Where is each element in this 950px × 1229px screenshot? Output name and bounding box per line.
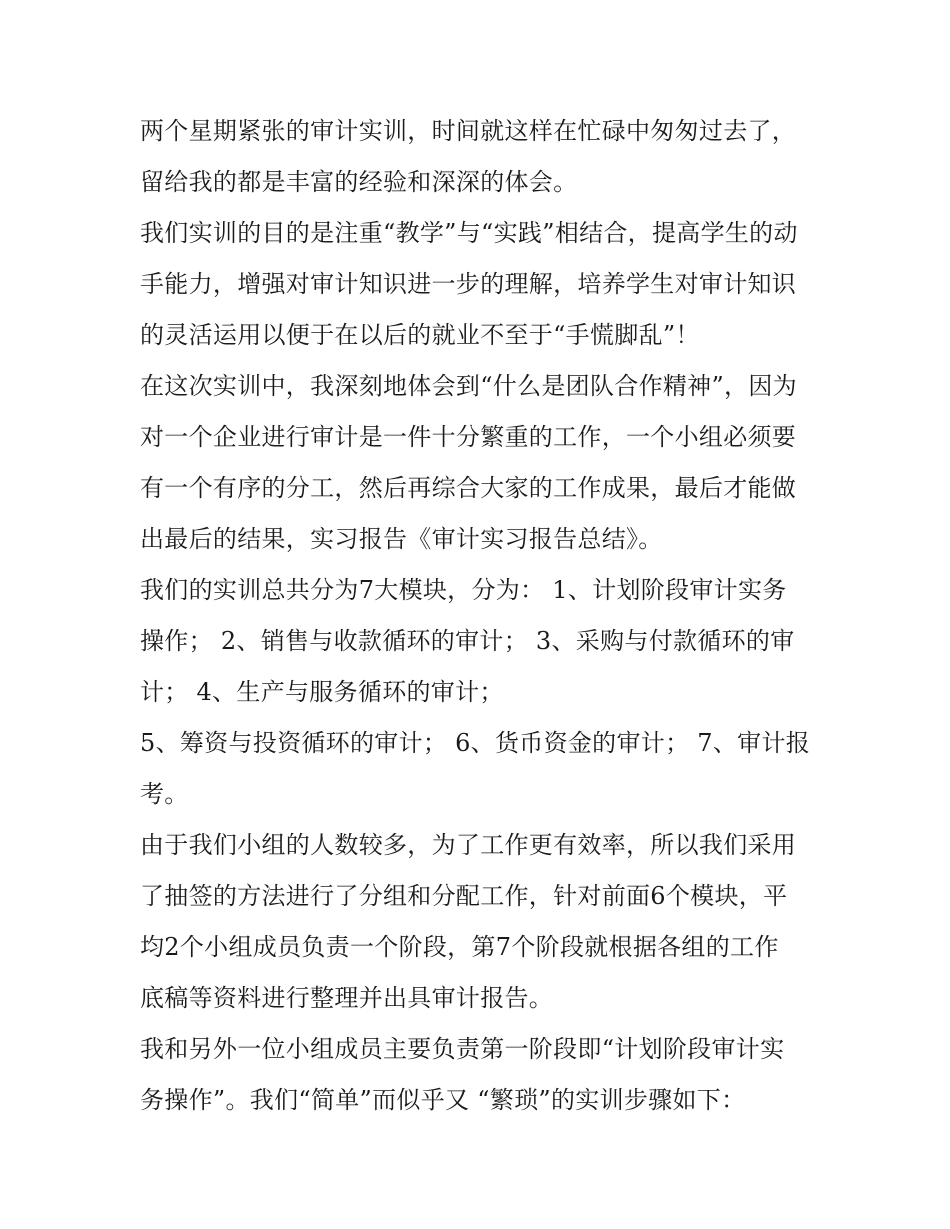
text-line: 底稿等资料进行整理并出具审计报告。 bbox=[140, 984, 554, 1012]
text-line: 的灵活运用以便于在以后的就业不至于“手慌脚乱”！ bbox=[140, 321, 700, 349]
text-line: 手能力，增强对审计知识进一步的理解，培养学生对审计知识 bbox=[140, 270, 797, 298]
text-line: 我和另外一位小组成员主要负责第一阶段即“计划阶段审计实 bbox=[140, 1035, 785, 1063]
text-line: 在这次实训中，我深刻地体会到“什么是团队合作精神”，因为 bbox=[140, 372, 797, 400]
text-line: 我们的实训总共分为7大模块，分为： 1、计划阶段审计实务 bbox=[140, 576, 787, 604]
text-line: 我们实训的目的是注重“教学”与“实践”相结合，提高学生的动 bbox=[140, 219, 798, 247]
document-body bbox=[140, 106, 820, 1126]
text-line: 两个星期紧张的审计实训，时间就这样在忙碌中匆匆过去了， bbox=[140, 117, 797, 145]
text-line: 对一个企业进行审计是一件十分繁重的工作，一个小组必须要 bbox=[140, 423, 797, 451]
text-line: 由于我们小组的人数较多，为了工作更有效率，所以我们采用 bbox=[140, 831, 797, 859]
text-line: 出最后的结果，实习报告《审计实习报告总结》。 bbox=[140, 525, 663, 553]
text-line: 务操作”。我们“简单”而似乎又 “繁琐”的实训步骤如下： bbox=[140, 1086, 746, 1114]
text-line: 计； 4、生产与服务循环的审计； bbox=[140, 678, 504, 706]
text-line: 操作； 2、销售与收款循环的审计； 3、采购与付款循环的审 bbox=[140, 627, 795, 655]
text-line: 考。 bbox=[140, 780, 189, 808]
text-line: 均2个小组成员负责一个阶段，第7个阶段就根据各组的工作 bbox=[140, 933, 779, 961]
text-line: 有一个有序的分工，然后再综合大家的工作成果，最后才能做 bbox=[140, 474, 797, 502]
text-line: 了抽签的方法进行了分组和分配工作，针对前面6个模块，平 bbox=[140, 882, 788, 910]
text-line: 留给我的都是丰富的经验和深深的体会。 bbox=[140, 168, 578, 196]
text-line: 5、筹资与投资循环的审计； 6、货币资金的审计； 7、审计报 bbox=[140, 729, 811, 757]
